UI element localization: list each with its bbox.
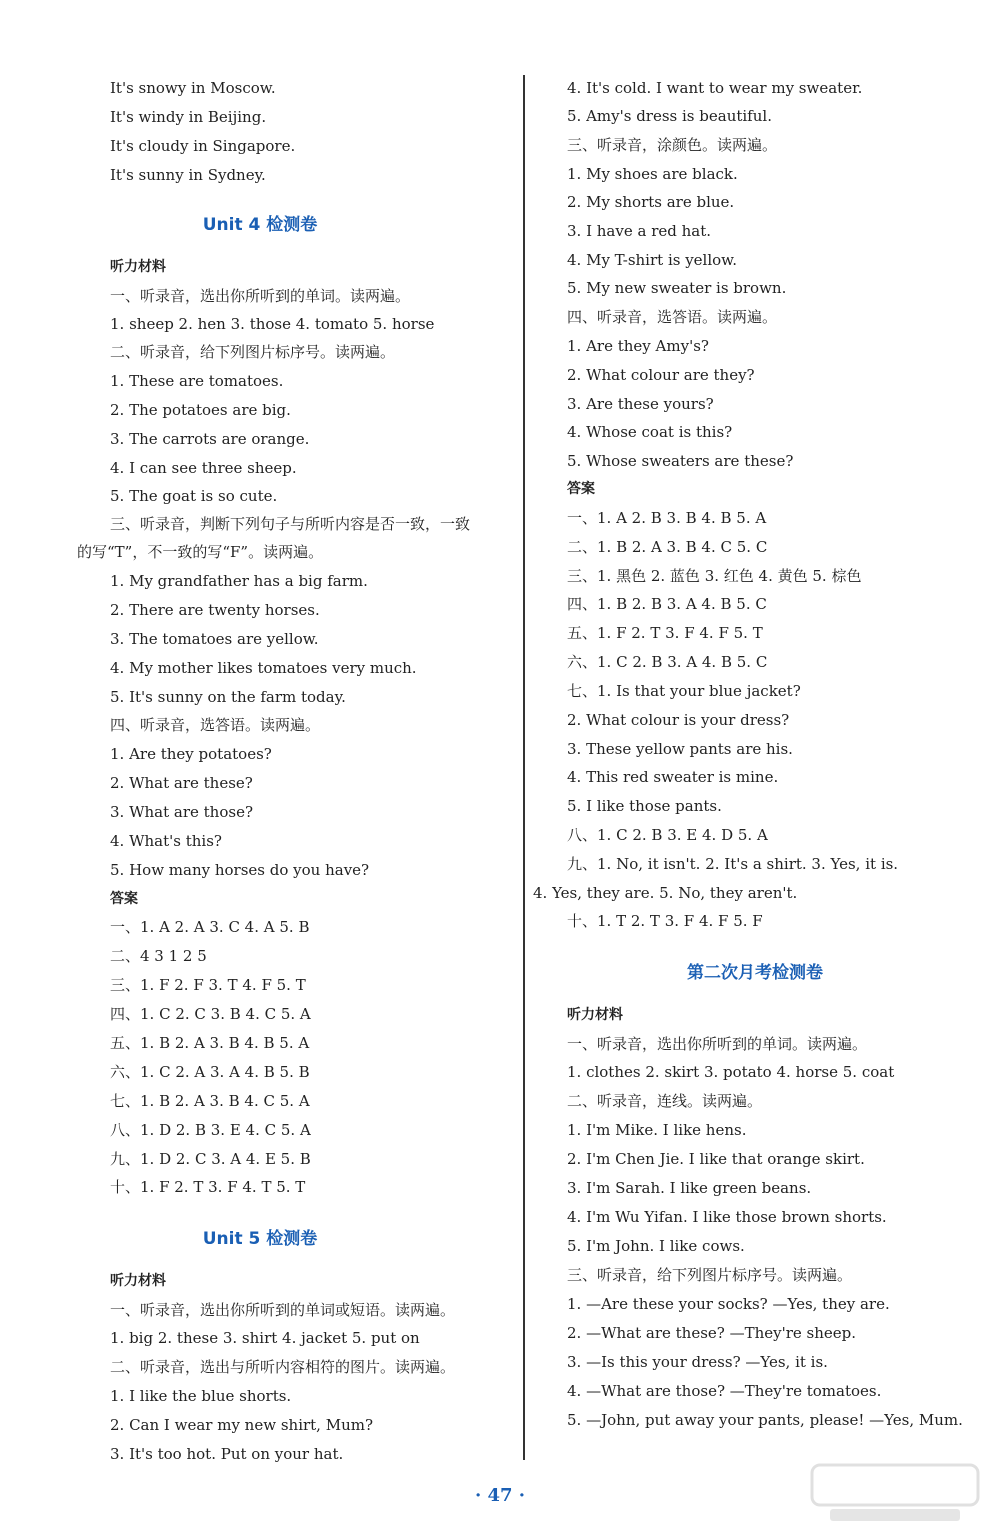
answer-line: 一、1. A 2. A 3. C 4. A 5. B	[110, 918, 310, 936]
text-line: 3. I have a red hat.	[567, 222, 712, 240]
text-line: 5. It's sunny on the farm today.	[110, 688, 346, 706]
text-line: 3. I'm Sarah. I like green beans.	[567, 1179, 812, 1197]
answer-line: 三、1. F 2. F 3. T 4. F 5. T	[110, 976, 306, 994]
text-line: 3. The tomatoes are yellow.	[110, 630, 319, 648]
subheading: 听力材料	[110, 259, 166, 275]
text-line: 1. —Are these your socks? —Yes, they are.	[567, 1295, 890, 1313]
answer-line: 一、1. A 2. B 3. B 4. B 5. A	[567, 509, 767, 527]
subheading: 听力材料	[110, 1273, 166, 1289]
text-line: 一、听录音，选出你所听到的单词。读两遍。	[110, 287, 411, 305]
text-line: 的写“T”，不一致的写“F”。读两遍。	[77, 543, 324, 561]
text-line: 4. My mother likes tomatoes very much.	[110, 659, 417, 677]
text-line: 5. I'm John. I like cows.	[567, 1237, 745, 1255]
subheading: 答案	[110, 891, 138, 907]
text-line: 4. I'm Wu Yifan. I like those brown shorts.	[567, 1208, 887, 1226]
answer-line: 八、1. D 2. B 3. E 4. C 5. A	[110, 1121, 311, 1139]
text-line: 一、听录音，选出你所听到的单词或短语。读两遍。	[110, 1301, 456, 1319]
subheading: 听力材料	[567, 1007, 623, 1023]
text-line: 2. —What are these? —They're sheep.	[567, 1324, 857, 1342]
section-heading-unit5: Unit 5 检测卷	[202, 1229, 318, 1249]
text-line: 5. The goat is so cute.	[110, 487, 278, 505]
text-line: 2. There are twenty horses.	[110, 601, 320, 619]
text-line: 4. —What are those? —They're tomatoes.	[567, 1382, 882, 1400]
text-line: 3. The carrots are orange.	[110, 430, 310, 448]
text-line: It's sunny in Sydney.	[110, 166, 266, 184]
text-line: 1. Are they Amy's?	[567, 337, 709, 355]
text-line: 5. How many horses do you have?	[110, 861, 370, 879]
text-line: 一、听录音，选出你所听到的单词。读两遍。	[567, 1035, 868, 1053]
text-line: 2. What are these?	[110, 774, 253, 792]
text-line: 1. sheep 2. hen 3. those 4. tomato 5. horse	[110, 315, 435, 333]
answer-line: 四、1. B 2. B 3. A 4. B 5. C	[567, 595, 767, 613]
answer-line: 5. I like those pants.	[567, 797, 722, 815]
text-line: 5. Whose sweaters are these?	[567, 452, 794, 470]
text-line: 四、听录音，选答语。读两遍。	[567, 308, 778, 326]
text-line: 5. Amy's dress is beautiful.	[567, 107, 772, 125]
answer-line: 十、1. T 2. T 3. F 4. F 5. F	[567, 912, 763, 930]
text-line: 4. I can see three sheep.	[110, 459, 297, 477]
text-line: 1. My grandfather has a big farm.	[110, 572, 368, 590]
text-line: 3. What are those?	[110, 803, 253, 821]
text-line: 四、听录音，选答语。读两遍。	[110, 716, 321, 734]
text-line: 3. Are these yours?	[567, 395, 714, 413]
answer-line: 2. What colour is your dress?	[567, 711, 790, 729]
text-line: 5. My new sweater is brown.	[567, 279, 787, 297]
text-line: 2. The potatoes are big.	[110, 401, 291, 419]
text-line: 2. My shorts are blue.	[567, 193, 735, 211]
text-line: It's snowy in Moscow.	[110, 79, 276, 97]
text-line: 三、听录音，涂颜色。读两遍。	[567, 136, 778, 154]
text-line: 1. These are tomatoes.	[110, 372, 284, 390]
column-divider	[523, 75, 525, 1460]
answer-line: 五、1. B 2. A 3. B 4. B 5. A	[110, 1034, 310, 1052]
text-line: 二、听录音，连线。读两遍。	[567, 1092, 763, 1110]
answer-line: 4. This red sweater is mine.	[567, 768, 779, 786]
text-line: 三、听录音，判断下列句子与所听内容是否一致，一致	[110, 515, 471, 533]
text-line: 3. It's too hot. Put on your hat.	[110, 1445, 344, 1463]
text-line: 1. Are they potatoes?	[110, 745, 272, 763]
answer-line: 九、1. No, it isn't. 2. It's a shirt. 3. Yes, it is.	[567, 855, 899, 873]
subheading: 答案	[567, 481, 595, 497]
text-line: 2. Can I wear my new shirt, Mum?	[110, 1416, 374, 1434]
text-line: 4. What's this?	[110, 832, 222, 850]
text-line: 2. What colour are they?	[567, 366, 755, 384]
text-line: 2. I'm Chen Jie. I like that orange skirt.	[567, 1150, 865, 1168]
text-line: 1. I'm Mike. I like hens.	[567, 1121, 747, 1139]
text-line: It's cloudy in Singapore.	[110, 137, 296, 155]
text-line: 4. My T-shirt is yellow.	[567, 251, 738, 269]
answer-line: 3. These yellow pants are his.	[567, 740, 793, 758]
answer-line: 十、1. F 2. T 3. F 4. T 5. T	[110, 1178, 306, 1196]
watermark-logo-icon	[810, 1461, 980, 1525]
section-heading-unit4: Unit 4 检测卷	[202, 215, 318, 235]
text-line: 1. My shoes are black.	[567, 165, 738, 183]
answer-line: 三、1. 黑色 2. 蓝色 3. 红色 4. 黄色 5. 棕色	[567, 567, 862, 585]
text-line: 1. clothes 2. skirt 3. potato 4. horse 5. coat	[567, 1063, 895, 1081]
text-line: 3. —Is this your dress? —Yes, it is.	[567, 1353, 828, 1371]
text-line: It's windy in Beijing.	[110, 108, 267, 126]
answer-line: 二、1. B 2. A 3. B 4. C 5. C	[567, 538, 768, 556]
answer-line: 六、1. C 2. A 3. A 4. B 5. B	[110, 1063, 310, 1081]
answer-line: 六、1. C 2. B 3. A 4. B 5. C	[567, 653, 768, 671]
section-heading-monthly-test: 第二次月考检测卷	[687, 963, 823, 983]
answer-line: 八、1. C 2. B 3. E 4. D 5. A	[567, 826, 768, 844]
answer-line: 七、1. Is that your blue jacket?	[567, 682, 801, 700]
answer-line: 五、1. F 2. T 3. F 4. F 5. T	[567, 624, 763, 642]
text-line: 4. It's cold. I want to wear my sweater.	[567, 79, 863, 97]
text-line: 1. I like the blue shorts.	[110, 1387, 292, 1405]
answer-line: 二、4 3 1 2 5	[110, 947, 207, 965]
answer-line: 九、1. D 2. C 3. A 4. E 5. B	[110, 1150, 311, 1168]
text-line: 三、听录音，给下列图片标序号。读两遍。	[567, 1266, 853, 1284]
text-line: 5. —John, put away your pants, please! —Yes, Mum.	[567, 1411, 963, 1429]
page-number: · 47 ·	[474, 1485, 526, 1506]
answer-line: 四、1. C 2. C 3. B 4. C 5. A	[110, 1005, 311, 1023]
text-line: 4. Whose coat is this?	[567, 423, 733, 441]
answer-line: 七、1. B 2. A 3. B 4. C 5. A	[110, 1092, 310, 1110]
text-line: 1. big 2. these 3. shirt 4. jacket 5. put on	[110, 1329, 420, 1347]
text-line: 二、听录音，给下列图片标序号。读两遍。	[110, 343, 396, 361]
answer-line: 4. Yes, they are. 5. No, they aren't.	[533, 884, 798, 902]
text-line: 二、听录音，选出与所听内容相符的图片。读两遍。	[110, 1358, 456, 1376]
